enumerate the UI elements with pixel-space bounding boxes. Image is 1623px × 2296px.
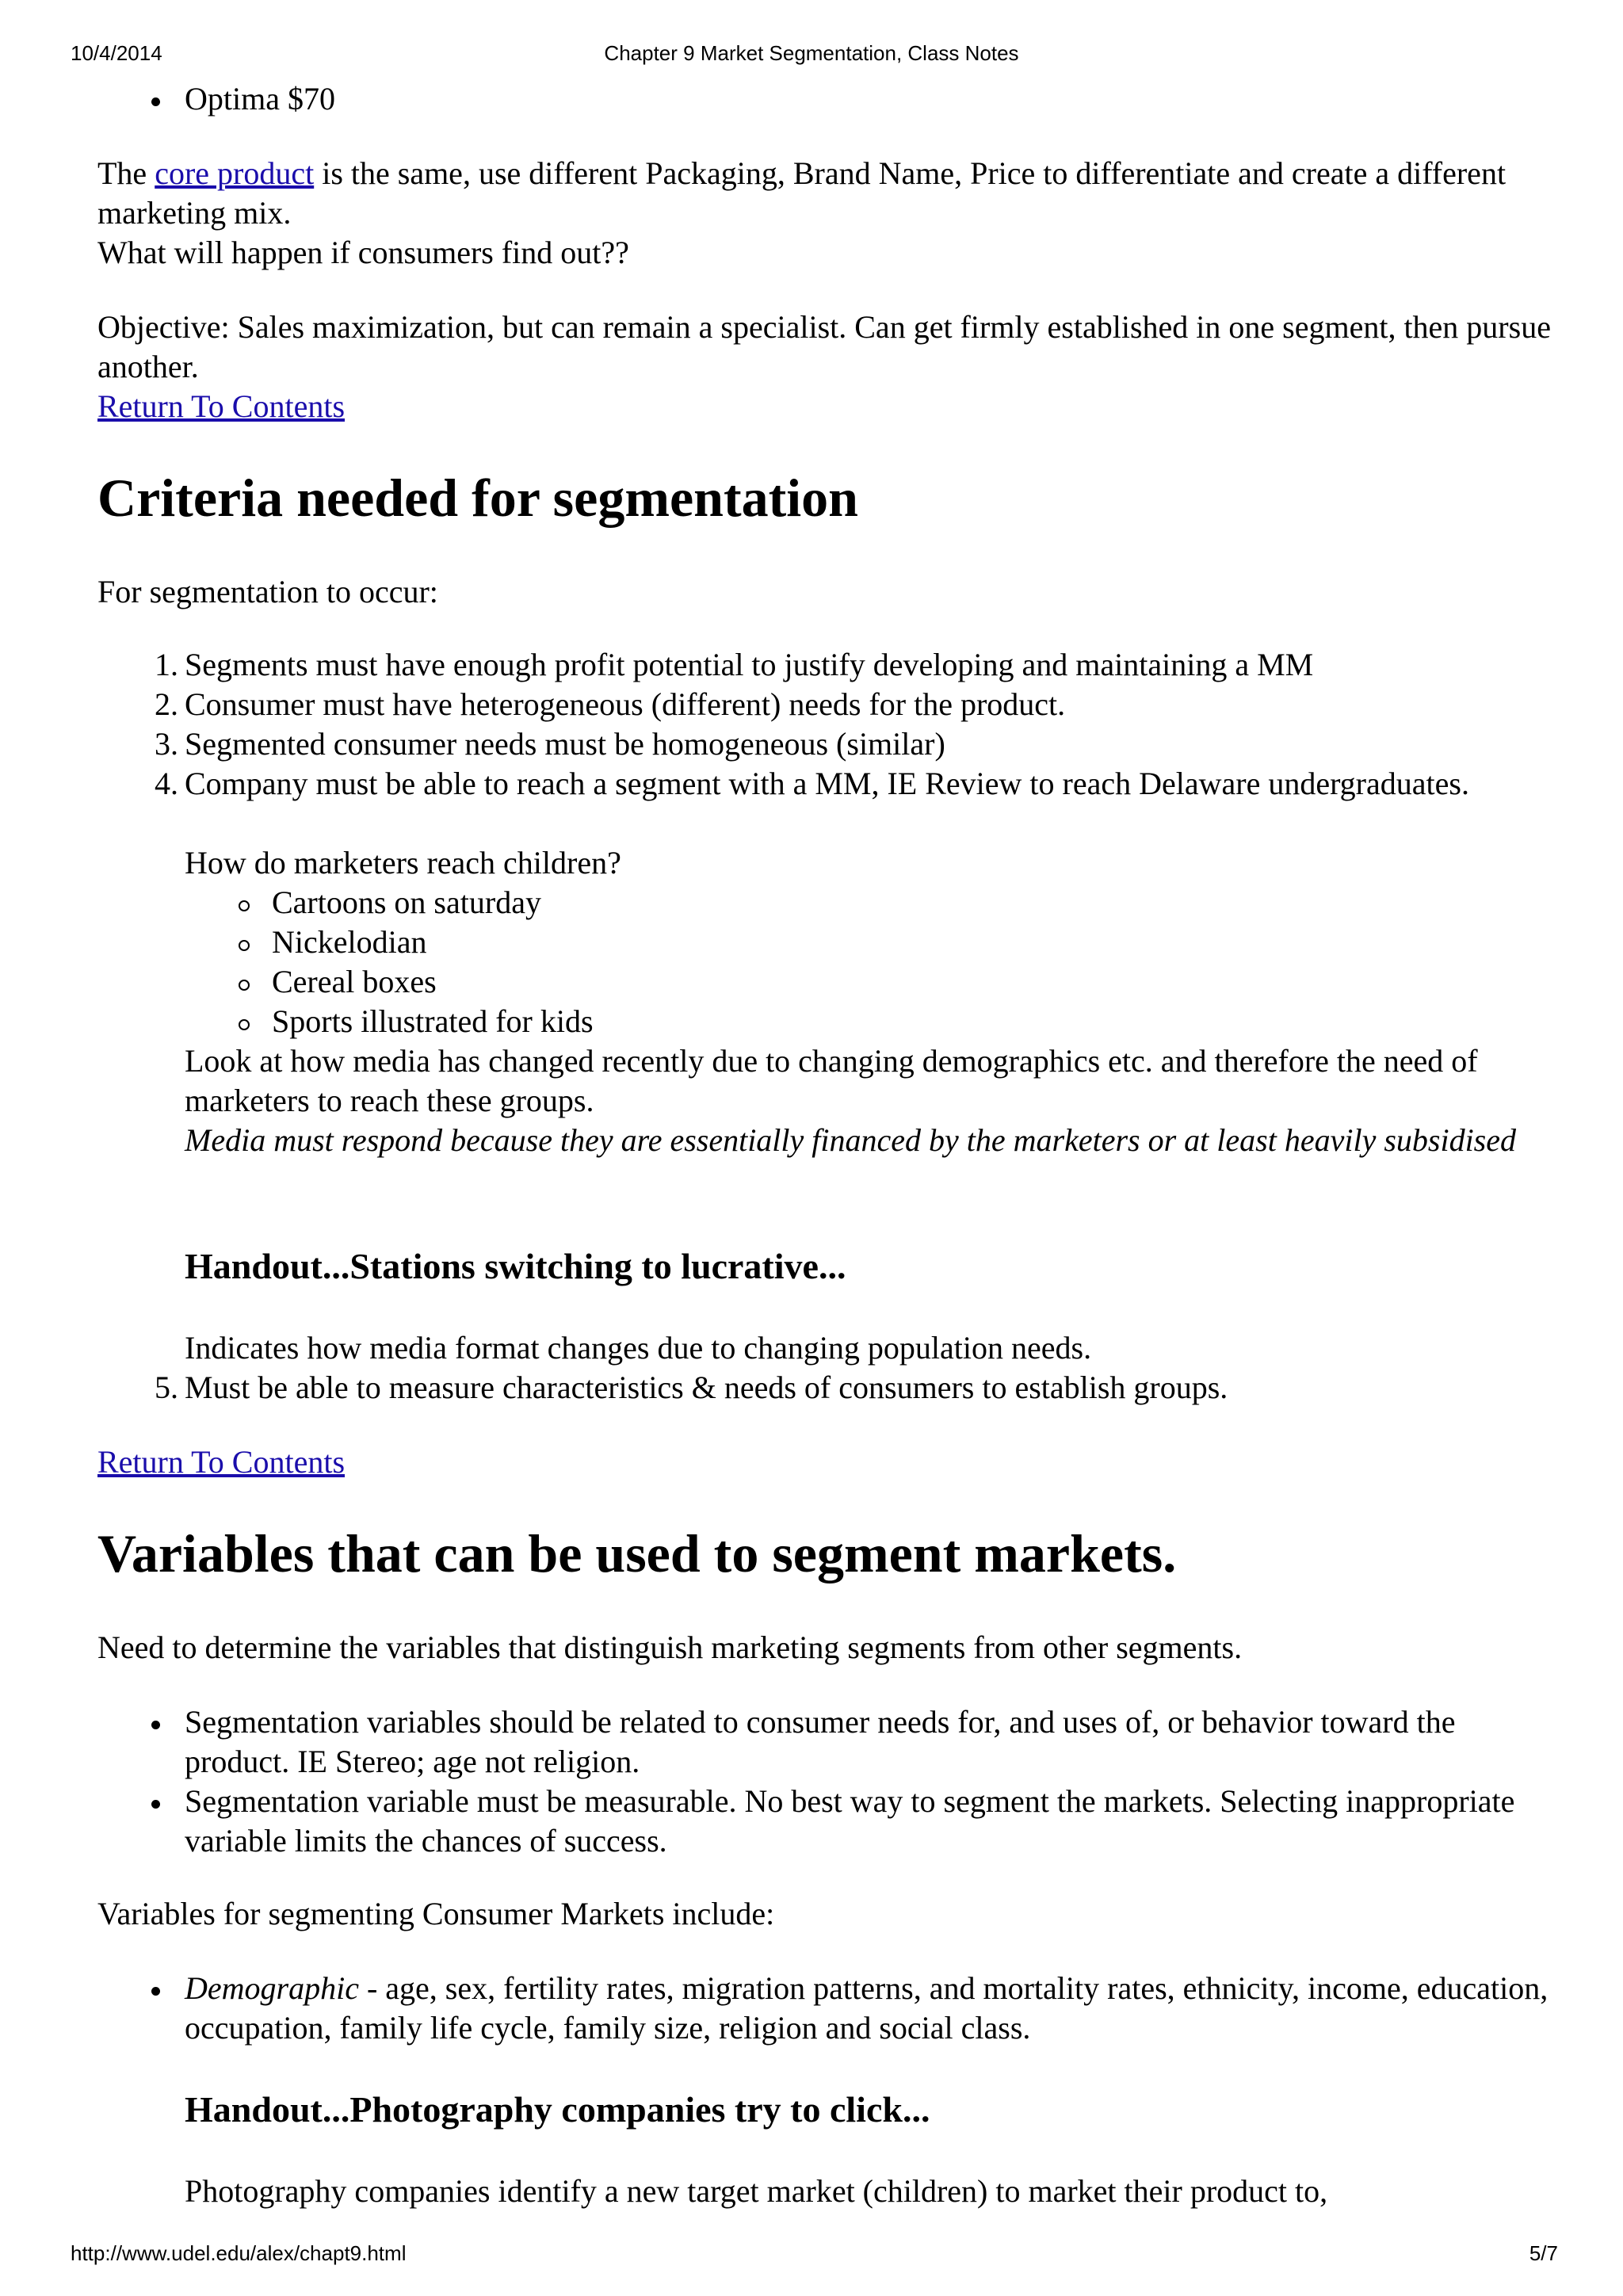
sub-list-item-text: Nickelodian <box>272 924 427 960</box>
list-item <box>185 1969 1564 2048</box>
sub-list-item <box>272 883 1540 923</box>
list-item <box>155 764 1564 804</box>
return-to-contents-link[interactable]: Return To Contents <box>97 388 346 424</box>
section-heading-variables: Variables that can be used to segment markets. <box>97 1523 1177 1584</box>
list-item-text: Consumer must have heterogeneous (different) needs for the product. <box>185 686 1066 722</box>
text-span: What will happen if consumers find out?? <box>97 235 629 270</box>
list-item <box>155 685 1564 724</box>
list-item <box>155 724 1564 764</box>
core-product-link[interactable]: core product <box>155 155 315 191</box>
text-span: The <box>97 155 155 191</box>
document-title: Chapter 9 Market Segmentation, Class Notes <box>604 41 1019 65</box>
bullet-icon <box>151 1800 160 1809</box>
circle-bullet-icon <box>239 900 250 911</box>
list-item-text: Optima $70 <box>185 81 335 117</box>
list-item-text: Segments must have enough profit potential to justify developing and maintaining a MM <box>185 647 1314 682</box>
list-number: 3. <box>155 726 178 762</box>
sub-list-item <box>272 962 1540 1002</box>
list-item-text: Company must be able to reach a segment with a MM, IE Review to reach Delaware undergraduates. <box>185 766 1469 801</box>
list-item <box>185 1702 1564 1782</box>
handout-heading-photography: Handout...Photography companies try to click... <box>185 2089 930 2130</box>
sub-list-item <box>272 1002 1540 1041</box>
variables-intro: Need to determine the variables that distinguish marketing segments from other segments. <box>97 1629 1243 1665</box>
sub-list-item <box>272 923 1540 962</box>
circle-bullet-icon <box>239 1019 250 1030</box>
page-url: http://www.udel.edu/alex/chapt9.html <box>71 2241 407 2265</box>
sub-list-item-text: Cartoons on saturday <box>272 884 541 920</box>
list-item <box>155 1368 1564 1408</box>
list-item-text: Segmentation variables should be related to consumer needs for, and uses of, or behavior toward the product. IE Stereo; age not religion. <box>185 1704 1456 1779</box>
list-item-text: Segmentation variable must be measurable. No best way to segment the markets. Selecting inappropriate variable limits the chances of success. <box>185 1783 1515 1859</box>
objective-paragraph <box>97 308 1564 426</box>
criteria-intro: For segmentation to occur: <box>97 574 438 609</box>
text-span: is the same, use different Packaging, Brand Name, Price to differentiate and create a different marketing mix. <box>97 155 1507 231</box>
demographic-label: Demographic <box>185 1970 359 2006</box>
list-item-text: - age, sex, fertility rates, migration patterns, and mortality rates, ethnicity, income, education, occupation, family life cycle, family size, religion and social class. <box>185 1970 1549 2046</box>
list-number: 4. <box>155 766 178 801</box>
list-number: 2. <box>155 686 178 722</box>
bullet-icon <box>151 1721 160 1729</box>
children-question: How do marketers reach children? <box>185 845 621 881</box>
sub-list-item-text: Cereal boxes <box>272 964 437 999</box>
text-span: Look at how media has changed recently due to changing demographics etc. and therefore the need of marketers to reach these groups. <box>185 1043 1478 1118</box>
italic-note: Media must respond because they are essentially financed by the marketers or at least heavily subsidised <box>185 1122 1516 1158</box>
sub-list-item-text: Sports illustrated for kids <box>272 1003 594 1039</box>
list-number: 1. <box>155 647 178 682</box>
section-heading-criteria: Criteria needed for segmentation <box>97 468 858 528</box>
list-item <box>185 1782 1564 1861</box>
text-span: Objective: Sales maximization, but can remain a specialist. Can get firmly established in one segment, then pursue another. <box>97 309 1551 384</box>
list-number: 5. <box>155 1370 178 1405</box>
circle-bullet-icon <box>239 940 250 951</box>
page-number: 5/7 <box>1529 2241 1558 2265</box>
list-item <box>185 79 1564 119</box>
list-item <box>155 645 1564 685</box>
return-to-contents-link[interactable]: Return To Contents <box>97 1444 346 1480</box>
list-item-text: Must be able to measure characteristics & needs of consumers to establish groups. <box>185 1370 1228 1405</box>
print-date: 10/4/2014 <box>71 41 162 65</box>
core-product-paragraph <box>97 154 1564 273</box>
handout-heading-stations: Handout...Stations switching to lucrative... <box>185 1246 846 1286</box>
list-item-text: Segmented consumer needs must be homogeneous (similar) <box>185 726 945 762</box>
bullet-icon <box>151 1987 160 1996</box>
consumer-intro: Variables for segmenting Consumer Markets include: <box>97 1896 775 1931</box>
circle-bullet-icon <box>239 980 250 991</box>
handout-photography-text: Photography companies identify a new target market (children) to market their product to, <box>185 2173 1328 2209</box>
media-paragraph <box>185 1041 1579 1160</box>
handout-stations-text: Indicates how media format changes due to changing population needs. <box>185 1330 1092 1366</box>
bullet-icon <box>151 97 160 106</box>
return-paragraph <box>97 1442 1564 1482</box>
